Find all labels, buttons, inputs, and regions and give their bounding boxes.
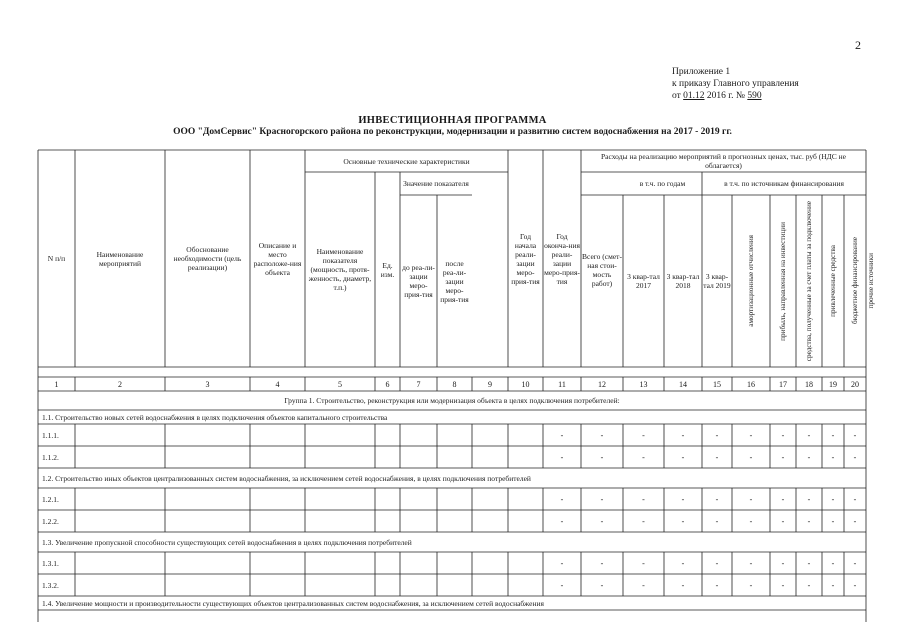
empty-cell [543, 552, 581, 574]
column-number [165, 377, 250, 391]
empty-cell [623, 552, 664, 574]
empty-cell-text: - [681, 516, 685, 526]
empty-cell-text: - [749, 430, 753, 440]
table-row-number-text: 1.3.2. [42, 580, 59, 590]
table-row-number [38, 488, 75, 510]
empty-cell-text: - [681, 580, 685, 590]
document-title: ИНВЕСТИЦИОННАЯ ПРОГРАММА [358, 115, 547, 126]
column-number-text: 5 [338, 379, 342, 389]
appendix-line-2: к приказу Главного управления [672, 79, 799, 89]
header-source-5 [844, 195, 866, 367]
empty-cell [664, 424, 702, 446]
empty-cell-text: - [681, 558, 685, 568]
empty-cell-text: - [807, 452, 811, 462]
empty-cell-text: - [853, 558, 857, 568]
empty-cell-text: - [781, 580, 785, 590]
column-number [38, 377, 75, 391]
empty-cell [581, 574, 623, 596]
empty-cell [822, 424, 844, 446]
header-description-text: Описание и место расположе-ния объекта [253, 240, 302, 277]
empty-cell-text: - [853, 580, 857, 590]
empty-cell-text: - [560, 516, 564, 526]
empty-cell-text: - [807, 558, 811, 568]
empty-cell-text: - [681, 494, 685, 504]
empty-cell-text: - [749, 558, 753, 568]
empty-cell [664, 574, 702, 596]
header-source-2 [770, 195, 796, 367]
empty-cell [844, 488, 866, 510]
empty-cell [732, 446, 770, 468]
empty-cell-text: - [807, 430, 811, 440]
empty-cell-text: - [831, 452, 835, 462]
header-value-group [400, 172, 472, 195]
section-heading-text: 1.3. Увеличение пропускной способности существующих сетей водоснабжения в целях подключения потребителей [42, 537, 412, 547]
header-sources-group-text: в т.ч. по источникам финансирования [724, 179, 844, 188]
column-number-text: 1 [54, 379, 59, 389]
empty-cell-text: - [715, 494, 719, 504]
column-number-text: 7 [416, 379, 421, 389]
column-number [437, 377, 472, 391]
header-start-year [508, 150, 543, 367]
empty-cell [623, 424, 664, 446]
empty-cell [796, 552, 822, 574]
empty-cell-text: - [807, 494, 811, 504]
header-2017-text: 3 квар-тал 2017 [627, 272, 660, 290]
empty-cell-text: - [715, 452, 719, 462]
section-heading [38, 410, 866, 424]
empty-cell [543, 424, 581, 446]
header-costs-group [581, 150, 866, 172]
empty-cell [770, 424, 796, 446]
section-heading-text: 1.4. Увеличение мощности и производительности существующих объектов централизованных систем водоснабжения, за исключением сетей водоснабжения [42, 598, 544, 608]
table-row-number [38, 446, 75, 468]
column-number-text: 10 [521, 379, 530, 389]
empty-cell [822, 552, 844, 574]
header-justification [165, 150, 250, 367]
header-np [38, 150, 75, 367]
empty-cell [844, 446, 866, 468]
section-heading [38, 596, 866, 610]
empty-cell-text: - [600, 452, 604, 462]
empty-cell [623, 488, 664, 510]
empty-cell-text: - [715, 516, 719, 526]
empty-cell-text: - [560, 580, 564, 590]
column-number-text: 18 [805, 379, 813, 389]
empty-cell-text: - [560, 452, 564, 462]
column-number-text: 9 [488, 379, 492, 389]
column-number-text: 4 [275, 379, 280, 389]
empty-cell [796, 510, 822, 532]
header-sources-group [702, 172, 866, 195]
empty-cell [844, 424, 866, 446]
header-2017 [623, 195, 664, 367]
empty-cell [732, 424, 770, 446]
column-number-text: 19 [829, 379, 837, 389]
empty-cell-text: - [749, 580, 753, 590]
empty-cell-text: - [831, 580, 835, 590]
empty-cell-text: - [600, 580, 604, 590]
empty-cell-text: - [853, 430, 857, 440]
empty-cell-text: - [642, 430, 645, 440]
empty-cell [732, 552, 770, 574]
header-unit-text: Ед. изм. [380, 260, 395, 279]
empty-cell [543, 446, 581, 468]
column-number-text: 20 [851, 379, 859, 389]
empty-cell-text: - [642, 516, 645, 526]
table-row-number [38, 510, 75, 532]
header-indicator-text: Наименование показателя (мощность, протя-женность, диаметр, т.п.) [308, 247, 372, 292]
header-source-3-text: средства, полученные за счет платы за подключение [804, 200, 813, 362]
header-years-group [623, 172, 702, 195]
header-after-text: после реа-ли-зации меро-прия-тия [440, 258, 469, 304]
header-start-year-text: Год начала реали-зации меро-прия-тия [511, 231, 540, 286]
group-1-heading [38, 391, 866, 410]
column-number [664, 377, 702, 391]
empty-cell [770, 510, 796, 532]
header-source-5-text: бюджетное финансирование [850, 237, 859, 325]
column-number [400, 377, 437, 391]
empty-cell-text: - [715, 430, 719, 440]
column-number [623, 377, 664, 391]
empty-cell [664, 510, 702, 532]
empty-cell-text: - [853, 494, 857, 504]
header-justification-text: Обоснование необходимости (цель реализации) [173, 245, 242, 272]
header-source-2-text: прибыль, направленная на инвестиции [778, 221, 787, 341]
empty-cell [702, 510, 732, 532]
appendix-date-line: от 01.12 2016 г. № 590 [672, 91, 762, 101]
empty-cell-text: - [831, 494, 835, 504]
header-total [581, 172, 623, 367]
empty-cell [796, 424, 822, 446]
empty-cell [796, 446, 822, 468]
empty-cell-text: - [749, 516, 753, 526]
section-heading-text: 1.2. Строительство иных объектов централизованных систем водоснабжения, за исключением сетей водоснабжения, в целях подключения потребителей [42, 473, 531, 483]
empty-cell-text: - [560, 558, 564, 568]
header-before [400, 195, 437, 367]
empty-cell-text: - [715, 580, 719, 590]
empty-cell-text: - [749, 452, 753, 462]
empty-cell [581, 510, 623, 532]
column-number-text: 3 [205, 379, 210, 389]
header-source-6 [866, 195, 877, 367]
empty-cell-text: - [781, 452, 785, 462]
empty-cell-text: - [781, 430, 785, 440]
empty-cell [702, 552, 732, 574]
page-number: 2 [855, 38, 861, 52]
column-number [796, 377, 822, 391]
empty-cell [543, 574, 581, 596]
column-number [822, 377, 844, 391]
empty-cell [770, 446, 796, 468]
table-row-number-text: 1.2.2. [42, 516, 59, 526]
section-heading [38, 532, 866, 552]
header-2018-text: 3 квар-тал 2018 [666, 272, 700, 290]
empty-cell-text: - [807, 516, 811, 526]
empty-cell-text: - [831, 430, 835, 440]
header-description [250, 150, 305, 367]
empty-cell [702, 488, 732, 510]
empty-cell [581, 488, 623, 510]
empty-cell-text: - [600, 558, 604, 568]
header-years-group-text: в т.ч. по годам [639, 179, 686, 188]
empty-cell-text: - [642, 558, 645, 568]
empty-cell [664, 446, 702, 468]
column-number-text: 17 [779, 379, 787, 389]
appendix-date: 01.12 [683, 91, 705, 101]
column-number-text: 12 [598, 379, 606, 389]
column-number-text: 15 [713, 379, 721, 389]
appendix-number: 590 [747, 91, 762, 101]
empty-cell-text: - [560, 494, 564, 504]
header-value-group-text: Значение показателя [403, 179, 469, 188]
column-number [472, 377, 508, 391]
column-number [702, 377, 732, 391]
empty-cell-text: - [781, 494, 785, 504]
header-source-1 [732, 195, 770, 367]
column-number-text: 16 [747, 379, 755, 389]
empty-cell-text: - [781, 516, 785, 526]
empty-cell-text: - [560, 430, 564, 440]
column-number [543, 377, 581, 391]
header-source-3 [796, 195, 822, 367]
empty-cell-text: - [853, 452, 857, 462]
empty-cell [702, 424, 732, 446]
empty-cell [770, 552, 796, 574]
header-name-text: Наименование мероприятий [96, 249, 144, 268]
empty-cell-text: - [715, 558, 719, 568]
table-row-number-text: 1.1.2. [42, 452, 59, 462]
empty-cell [623, 574, 664, 596]
column-number-text: 2 [118, 379, 122, 389]
header-before-text: до реа-ли-зации меро-прия-тия [402, 263, 435, 299]
appendix-line-1: Приложение 1 [672, 67, 731, 77]
header-source-4-text: привлеченные средства [828, 245, 837, 317]
header-tech-group [305, 150, 508, 172]
column-number [508, 377, 543, 391]
empty-cell [822, 446, 844, 468]
empty-cell [844, 510, 866, 532]
header-total-text: Всего (смет-ная стои-мость работ) [582, 251, 622, 288]
empty-cell-text: - [642, 452, 645, 462]
empty-cell [732, 488, 770, 510]
column-number-text: 6 [385, 379, 390, 389]
empty-cell-text: - [600, 430, 604, 440]
empty-cell [822, 574, 844, 596]
header-tech-group-text: Основные технические характеристики [343, 156, 470, 166]
table-row-number-text: 1.2.1. [42, 494, 59, 504]
empty-cell [732, 510, 770, 532]
empty-cell [770, 574, 796, 596]
column-number [305, 377, 375, 391]
empty-cell-text: - [807, 580, 811, 590]
empty-cell-text: - [831, 558, 835, 568]
section-heading [38, 468, 866, 488]
header-name [75, 150, 165, 367]
column-number [732, 377, 770, 391]
empty-cell [664, 552, 702, 574]
column-number-text: 13 [639, 379, 648, 389]
empty-cell [844, 552, 866, 574]
empty-cell-text: - [642, 580, 645, 590]
header-costs-group-text: Расходы на реализацию мероприятий в прогнозных ценах, тыс. руб (НДС не облагается) [600, 152, 846, 170]
empty-cell-text: - [642, 494, 645, 504]
empty-cell-text: - [853, 516, 857, 526]
table-row-number [38, 552, 75, 574]
empty-cell [702, 446, 732, 468]
column-number [75, 377, 165, 391]
empty-cell [581, 552, 623, 574]
table-row-number-text: 1.1.1. [42, 430, 59, 440]
empty-cell [732, 574, 770, 596]
column-number [375, 377, 400, 391]
empty-cell [581, 424, 623, 446]
column-number [770, 377, 796, 391]
document-subtitle: ООО "ДомСервис" Красногорского района по реконструкции, модернизации и развитию систем водоснабжения на 2017 - 2019 гг. [173, 127, 732, 137]
empty-cell-text: - [831, 516, 835, 526]
empty-cell [543, 510, 581, 532]
header-source-6-text: прочие источники [867, 253, 875, 309]
empty-cell-text: - [681, 430, 685, 440]
empty-cell-text: - [600, 494, 604, 504]
column-number [581, 377, 623, 391]
header-unit [375, 172, 400, 367]
empty-cell [664, 488, 702, 510]
column-number [844, 377, 866, 391]
empty-cell [581, 446, 623, 468]
header-np-text: N п/п [47, 254, 66, 263]
empty-cell [770, 488, 796, 510]
empty-cell [796, 488, 822, 510]
empty-cell-text: - [781, 558, 785, 568]
empty-cell [623, 510, 664, 532]
empty-cell [623, 446, 664, 468]
empty-cell [822, 488, 844, 510]
column-number-text: 14 [679, 379, 687, 389]
table-row-number-text: 1.3.1. [42, 558, 59, 568]
header-source-1-text: амортизационные отчисления [746, 235, 755, 327]
empty-cell [796, 574, 822, 596]
empty-cell [543, 488, 581, 510]
empty-cell-text: - [681, 452, 685, 462]
column-number [250, 377, 305, 391]
section-heading-text: 1.1. Строительство новых сетей водоснабжения в целях подключения объектов капитального строительства [42, 412, 388, 422]
group-1-heading-text: Группа 1. Строительство, реконструкция или модернизация объекта в целях подключения потребителей: [284, 396, 620, 405]
header-source-4 [822, 195, 844, 367]
empty-cell [822, 510, 844, 532]
empty-cell [844, 574, 866, 596]
table-row-number [38, 424, 75, 446]
empty-cell-text: - [749, 494, 753, 504]
table-row-number [38, 574, 75, 596]
header-indicator [305, 172, 375, 367]
header-2019 [702, 195, 732, 367]
empty-cell-text: - [600, 516, 604, 526]
header-2018 [664, 195, 702, 367]
column-number-text: 11 [558, 379, 566, 389]
header-end-year-text: Год оконча-ния реали-зации меро-прия-тия [544, 231, 580, 286]
header-end-year [543, 150, 581, 367]
empty-cell [702, 574, 732, 596]
header-after [437, 195, 472, 367]
header-2019-text: 3 квар-тал 2019 [703, 272, 731, 290]
column-number-text: 8 [452, 379, 457, 389]
